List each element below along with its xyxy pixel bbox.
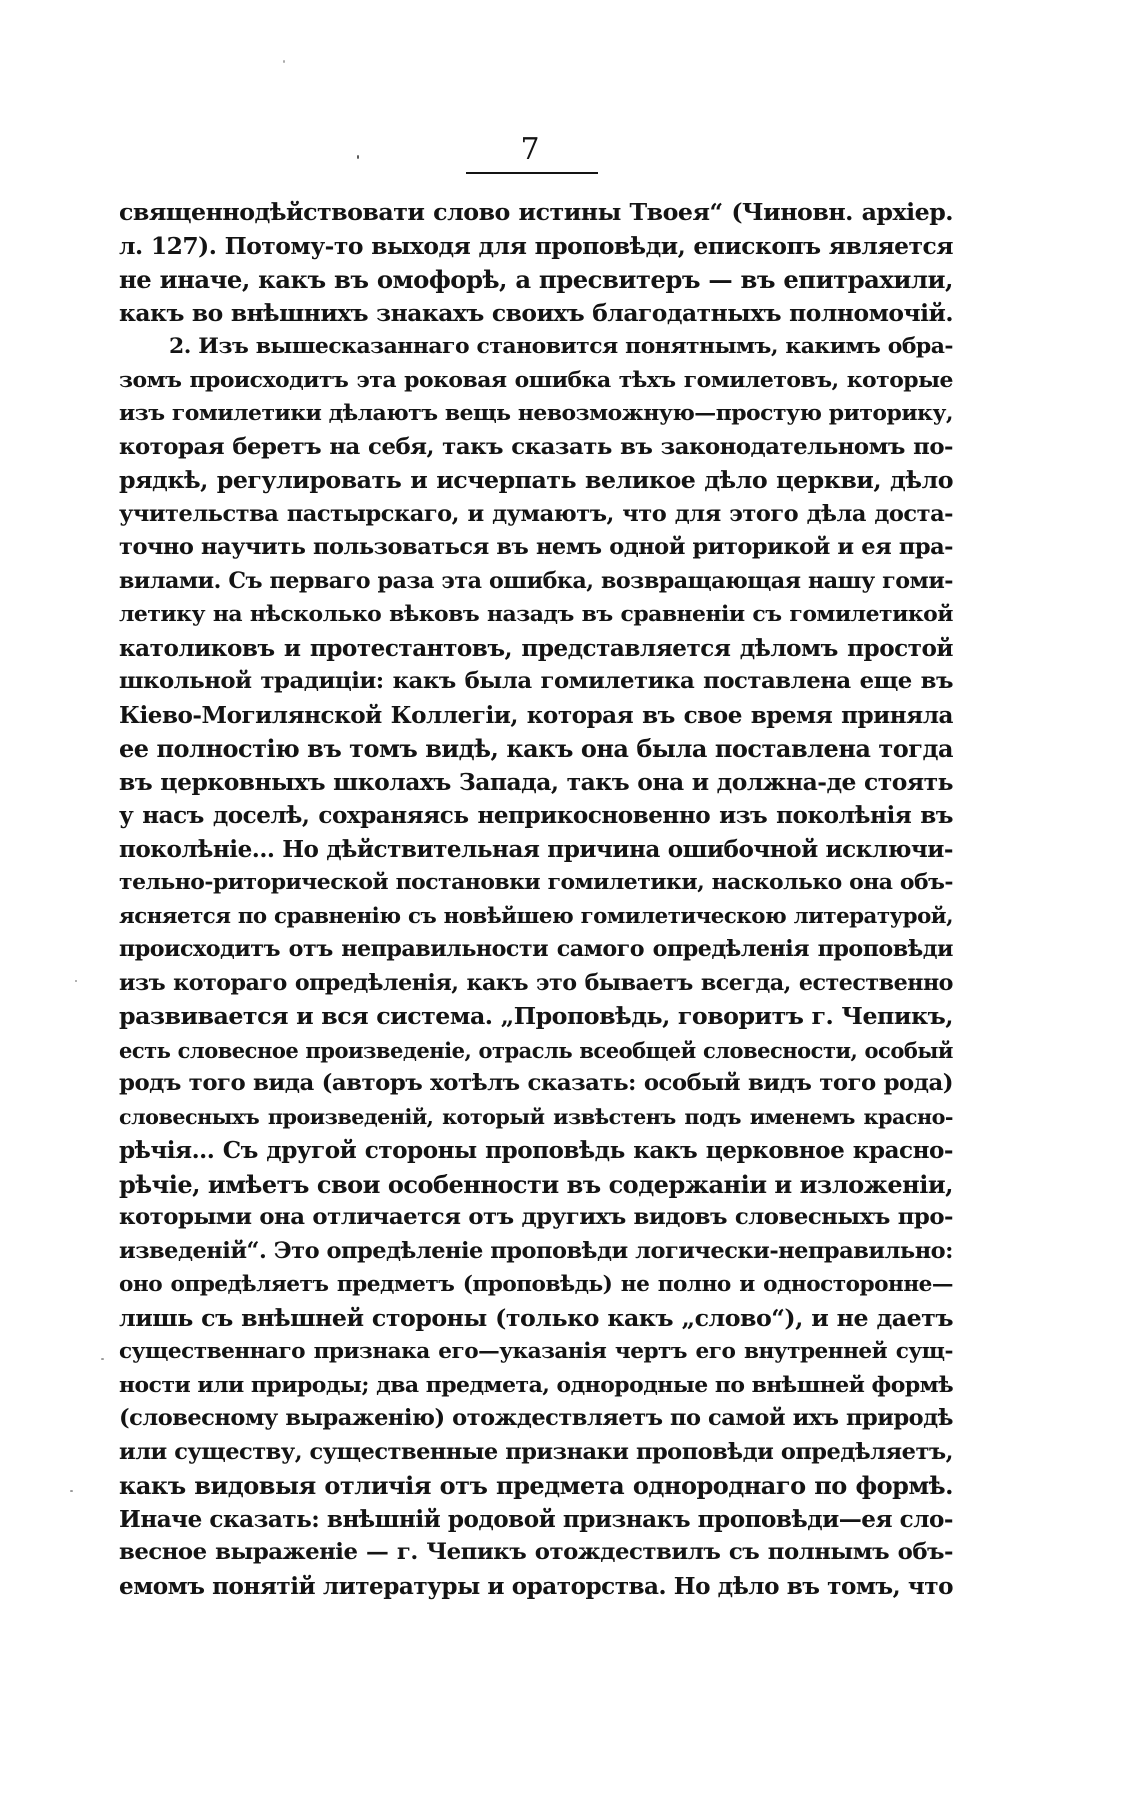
page-number: 7	[520, 132, 540, 167]
text-line: Иначе сказать: внѣшній родовой признакъ проповѣди—ея сло-	[119, 1505, 953, 1533]
text-line: существеннаго признака его—указанія чертъ его внутренней сущ-	[119, 1339, 953, 1364]
text-line: изъ гомилетики дѣлаютъ вещь невозможную—простую риторику,	[119, 400, 953, 426]
text-line: 2. Изъ вышесказаннаго становится понятнымъ, какимъ обра-	[169, 333, 953, 359]
text-line: летику на нѣсколько вѣковъ назадъ въ сравненіи съ гомилетикой	[119, 601, 953, 627]
text-line: какъ видовыя отличія отъ предмета однороднаго по формѣ.	[119, 1471, 953, 1500]
text-line: учительства пастырскаго, и думаютъ, что для этого дѣла доста-	[119, 500, 953, 527]
text-line: родъ того вида (авторъ хотѣлъ сказать: особый видъ того рода)	[119, 1070, 953, 1096]
text-line: л. 127). Потому-то выходя для проповѣди, епископъ является	[119, 231, 953, 260]
text-line: католиковъ и протестантовъ, представляется дѣломъ простой	[119, 634, 953, 662]
text-line: оно опредѣляетъ предметъ (проповѣдь) не полно и односторонне—	[119, 1272, 953, 1297]
text-line: изъ котораго опредѣленія, какъ это бываетъ всегда, естественно	[119, 969, 953, 996]
text-line: зомъ происходитъ эта роковая ошибка тѣхъ гомилетовъ, которые	[119, 366, 953, 393]
text-line: которыми она отличается отъ другихъ видовъ словесныхъ про-	[119, 1204, 953, 1230]
text-line: ясняется по сравненію съ новѣйшею гомилетическою литературой,	[119, 903, 953, 929]
text-line: происходитъ отъ неправильности самого опредѣленія проповѣди	[119, 936, 953, 962]
text-line: ности или природы; два предмета, однородные по внѣшней формѣ	[119, 1371, 954, 1398]
scan-speck	[70, 1490, 73, 1492]
text-line: лишь съ внѣшней стороны (только какъ „слово“), и не даетъ	[119, 1303, 953, 1332]
text-line: изведеній“. Это опредѣленіе проповѣди логически-неправильно:	[119, 1237, 953, 1264]
text-line: у насъ доселѣ, сохраняясь неприкосновенно изъ поколѣнія въ	[119, 802, 953, 829]
text-line: не иначе, какъ въ омофорѣ, а пресвитеръ — въ епитрахили,	[119, 265, 953, 294]
text-line: рѣчіе, имѣетъ свои особенности въ содержаніи и изложеніи,	[119, 1169, 953, 1199]
text-line: есть словесное произведеніе, отрасль всеобщей словесности, особый	[119, 1037, 953, 1063]
text-line: какъ во внѣшнихъ знакахъ своихъ благодатныхъ полномочій.	[119, 298, 953, 327]
text-line: или существу, существенные признаки проповѣди опредѣляетъ,	[119, 1438, 953, 1465]
text-line: рѣчія... Съ другой стороны проповѣдь какъ церковное красно-	[119, 1137, 953, 1164]
scan-speck	[75, 980, 77, 982]
text-line: рядкѣ, регулировать и исчерпать великое дѣло церкви, дѣло	[119, 466, 953, 494]
text-line: емомъ понятій литературы и ораторства. Но дѣло въ томъ, что	[119, 1572, 953, 1600]
scan-speck	[357, 155, 359, 159]
text-line: (словесному выраженію) отождествляетъ по самой ихъ природѣ	[119, 1405, 953, 1431]
text-line: школьной традиціи: какъ была гомилетика поставлена еще въ	[119, 668, 953, 694]
text-line: точно научить пользоваться въ немъ одной риторикой и ея пра-	[119, 534, 953, 560]
text-line: Кіево-Могилянской Коллегіи, которая въ свое время приняла	[119, 701, 953, 729]
page-number-rule	[466, 172, 598, 174]
text-line: развивается и вся система. „Проповѣдь, говоритъ г. Чепикъ,	[119, 1002, 953, 1030]
text-line: тельно-риторической постановки гомилетики, насколько она объ-	[119, 869, 953, 895]
text-line: вилами. Съ перваго раза эта ошибка, возвращающая нашу гоми-	[119, 567, 953, 594]
scan-speck	[283, 60, 285, 63]
text-line: которая беретъ на себя, такъ сказать въ законодательномъ по-	[119, 433, 953, 460]
text-line: словесныхъ произведеній, который извѣстенъ подъ именемъ красно-	[119, 1104, 953, 1129]
text-line: поколѣніе... Но дѣйствительная причина ошибочной исключи-	[119, 835, 953, 863]
text-line: священнодѣйствовати слово истины Твоея“ (Чиновн. архіер.	[119, 198, 953, 226]
body-text	[119, 196, 953, 1603]
text-line: весное выраженіе — г. Чепикъ отождествилъ съ полнымъ объ-	[119, 1539, 953, 1565]
scan-speck	[101, 1358, 104, 1360]
text-line: въ церковныхъ школахъ Запада, такъ она и должна-де стоять	[119, 767, 953, 796]
text-line: ее полностію въ томъ видѣ, какъ она была поставлена тогда	[119, 734, 953, 763]
